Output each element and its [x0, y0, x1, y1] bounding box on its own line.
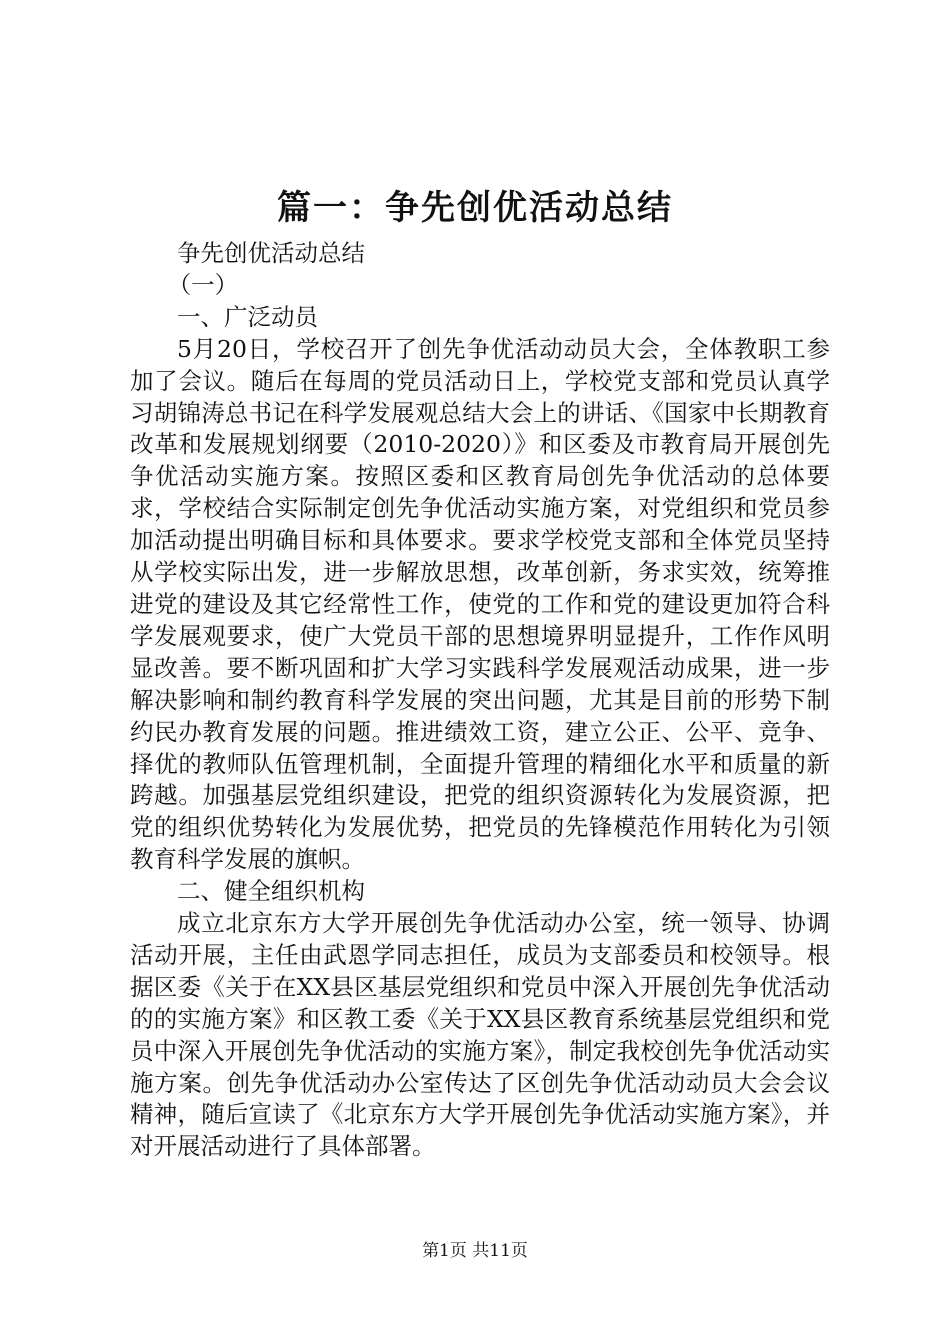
page-footer: 第1页 共11页 [422, 1241, 528, 1261]
document-title: 篇一：争先创优活动总结 [277, 188, 673, 228]
document-body [130, 238, 830, 1163]
body-paragraph-1: 5月20日，学校召开了创先争优活动动员大会，全体教职工参加了会议。随后在每周的党员活动日上，学校党支部和党员认真学习胡锦涛总书记在科学发展观总结大会上的讲话、《国家中长期教育改革和发展规划纲要（2010-2020）》和区委及市教育局开展创先争优活动实施方案。按照区委和区教育局创先争优活动的总体要求，学校结合实际制定创先争优活动实施方案，对党组织和党员参加活动提出明确目标和具体要求。要求学校党支部和全体党员坚持从学校实际出发，进一步解放思想，改革创新，务求实效，统筹推进党的建设及其它经常性工作，使党的工作和党的建设更加符合科学发展观要求，使广大党员干部的思想境界明显提升，工作作风明显改善。要不断巩固和扩大学习实践科学发展观活动成果，进一步解决影响和制约教育科学发展的突出问题，尤其是目前的形势下制约民办教育发展的问题。推进绩效工资，建立公正、公平、竞争、择优的教师队伍管理机制，全面提升管理的精细化水平和质量的新跨越。加强基层党组织建设，把党的组织资源转化为发展资源，把党的组织优势转化为发展优势，把党员的先锋模范作用转化为引领教育科学发展的旗帜。 [130, 334, 830, 874]
section-heading-1: 一、广泛动员 [177, 302, 318, 331]
section-number: （一） [167, 270, 239, 299]
section-heading-2: 二、健全组织机构 [177, 877, 365, 906]
subtitle-paragraph: 争先创优活动总结 [177, 239, 365, 267]
body-paragraph-2: 成立北京东方大学开展创先争优活动办公室，统一领导、协调活动开展，主任由武恩学同志担任，成员为支部委员和校领导。根据区委《关于在XX县区基层党组织和党员中深入开展创先争优活动的的实施方案》和区教工委《关于XX县区教育系统基层党组织和党员中深入开展创先争优活动的实施方案》，制定我校创先争优活动实施方案。创先争优活动办公室传达了区创先争优活动动员大会会议精神，随后宣读了《北京东方大学开展创先争优活动实施方案》，并对开展活动进行了具体部署。 [130, 909, 830, 1161]
